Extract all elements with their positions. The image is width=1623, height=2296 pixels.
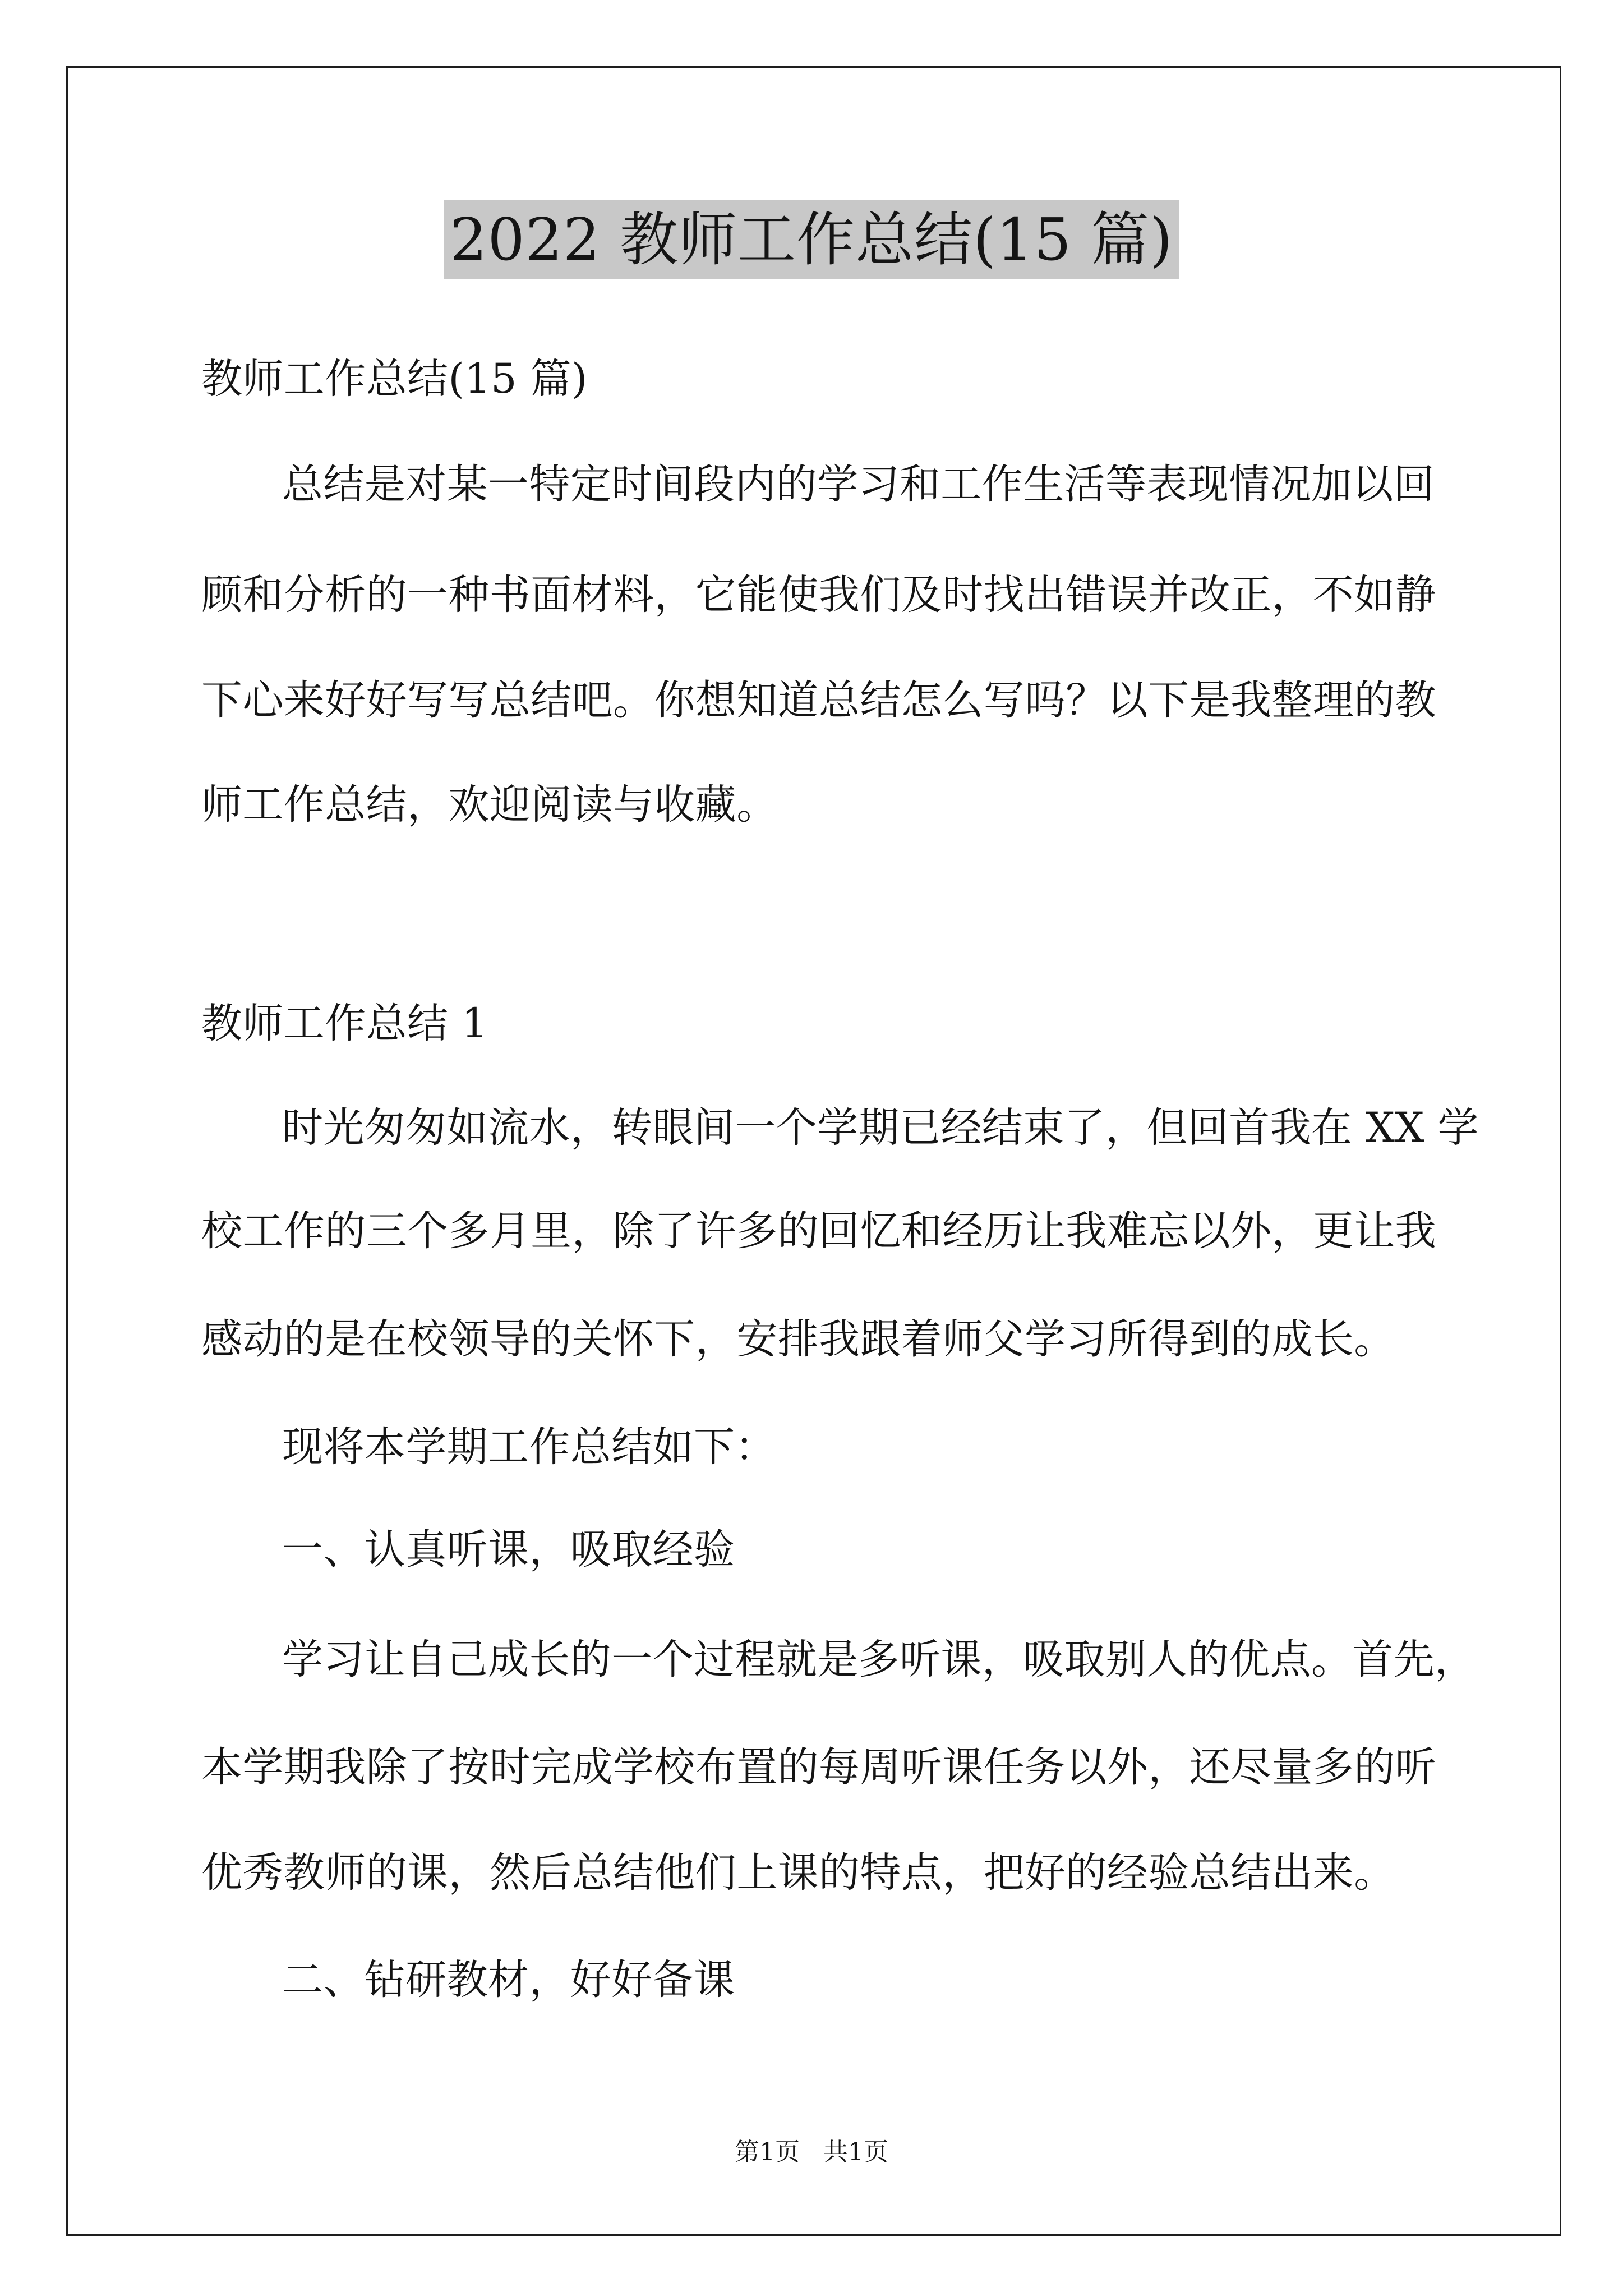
subsection-heading: 二、钻研教材，好好备课: [282, 1956, 735, 2004]
paragraph-line: 总结是对某一特定时间段内的学习和工作生活等表现情况加以回: [282, 461, 1435, 508]
paragraph-line: 本学期我除了按时完成学校布置的每周听课任务以外，还尽量多的听: [201, 1743, 1436, 1791]
title-container: [0, 200, 1623, 279]
paragraph-line: 师工作总结，欢迎阅读与收藏。: [201, 781, 778, 829]
subsection-heading: 一、认真听课，吸取经验: [282, 1526, 735, 1573]
paragraph-line: 时光匆匆如流水，转眼间一个学期已经结束了，但回首我在 XX 学: [282, 1104, 1479, 1152]
paragraph-line: 校工作的三个多月里，除了许多的回忆和经历让我难忘以外，更让我: [201, 1207, 1436, 1255]
paragraph-line: 学习让自己成长的一个过程就是多听课，吸取别人的优点。首先，: [282, 1636, 1476, 1683]
paragraph-line: 下心来好好写写总结吧。你想知道总结怎么写吗？以下是我整理的教: [201, 677, 1436, 724]
subtitle-line: 教师工作总结(15 篇): [201, 355, 588, 403]
paragraph-line: 感动的是在校领导的关怀下，安排我跟着师父学习所得到的成长。: [201, 1315, 1395, 1363]
page-number-footer: 第1页 共1页: [735, 2138, 888, 2166]
section-heading: 教师工作总结 1: [201, 1000, 488, 1047]
paragraph-line: 优秀教师的课，然后总结他们上课的特点，把好的经验总结出来。: [201, 1849, 1395, 1897]
paragraph-line: 现将本学期工作总结如下：: [282, 1423, 776, 1471]
paragraph-line: 顾和分析的一种书面材料，它能使我们及时找出错误并改正，不如静: [201, 571, 1436, 619]
document-title: 2022 教师工作总结(15 篇): [444, 200, 1178, 279]
